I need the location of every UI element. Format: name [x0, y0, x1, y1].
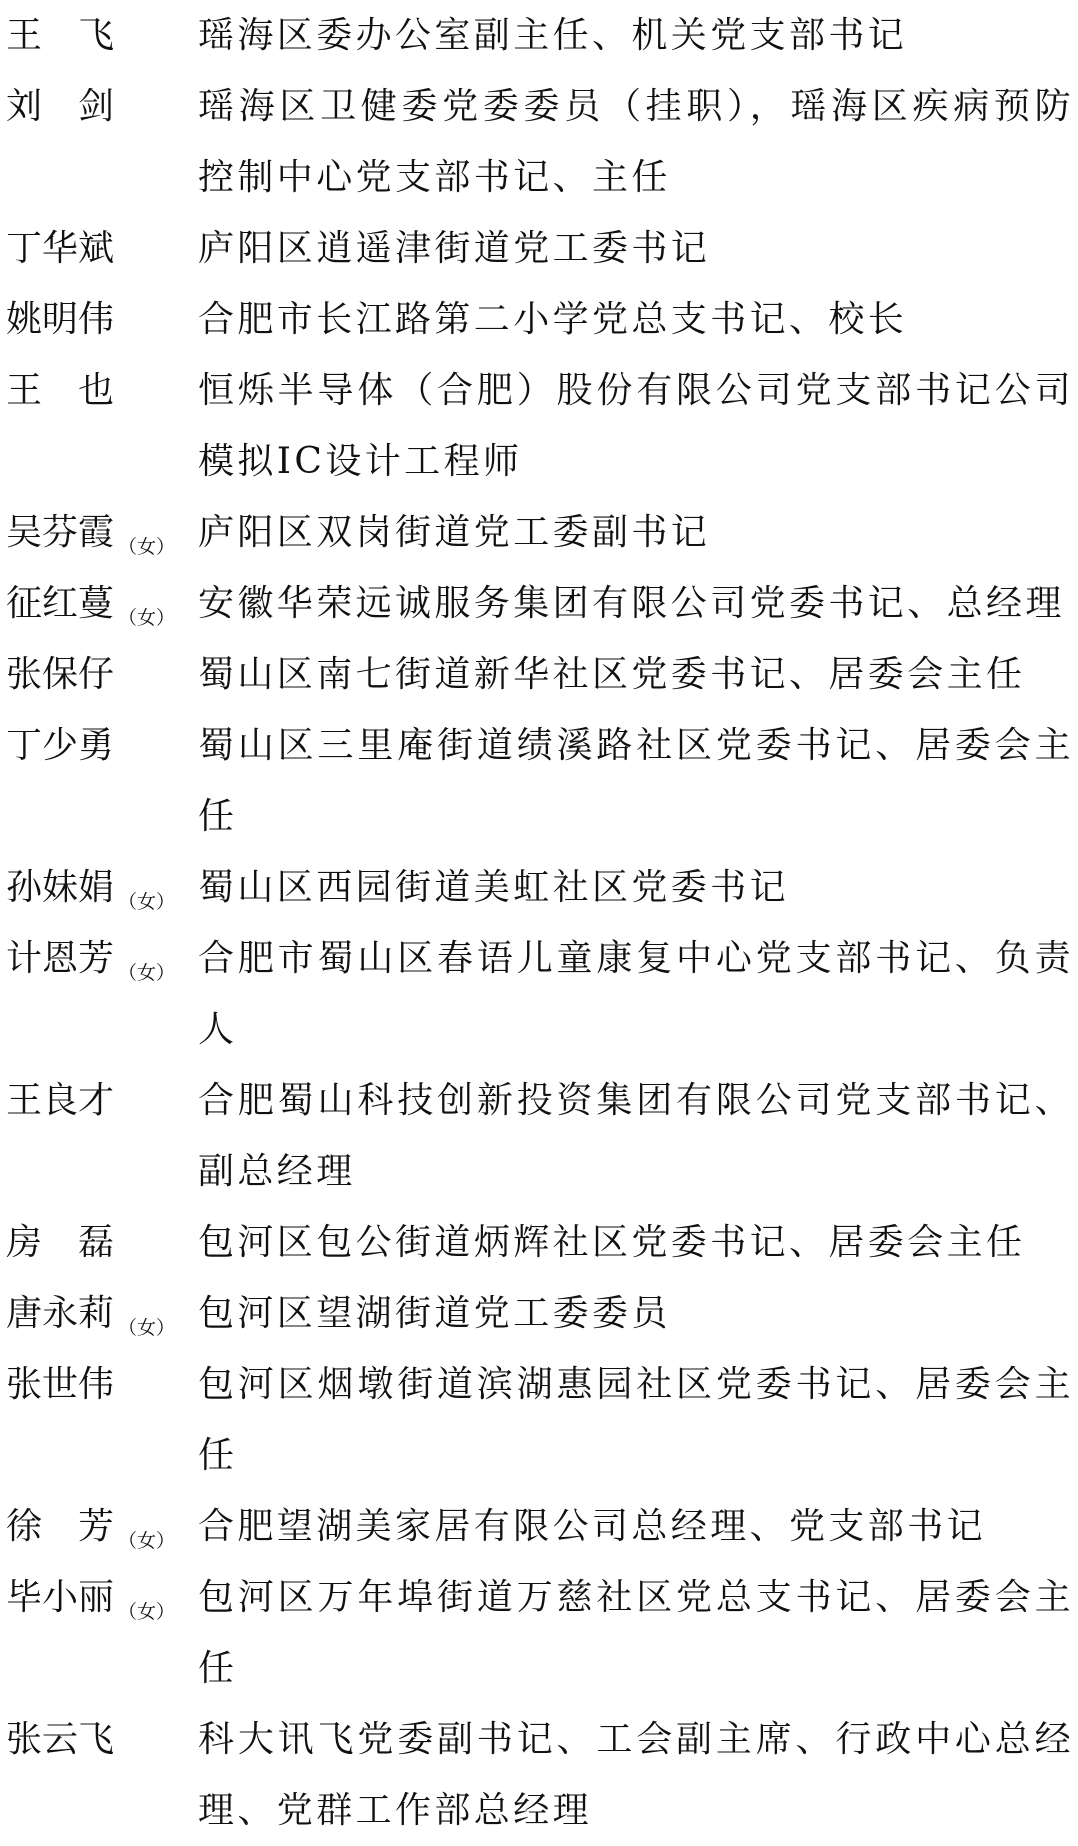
member-entry [0, 0, 1078, 71]
gender-mark: （女） [118, 962, 176, 984]
member-entry [0, 852, 1078, 923]
member-title: 庐阳区双岗街道党工委副书记 [198, 512, 711, 553]
member-entry [0, 639, 1078, 710]
member-name: 徐 芳 $_{(女)}$ [6, 1506, 176, 1552]
member-entry [0, 1491, 1078, 1562]
member-title: 科大讯飞党委副书记、工会副主席、行政中心总经理、党群工作部总经理 [198, 1719, 1074, 1831]
member-title: 瑶海区卫健委党委委员（挂职），瑶海区疾病预防控制中心党支部书记、主任 [198, 86, 1074, 198]
member-title: 合肥市蜀山区春语儿童康复中心党支部书记、负责人 [198, 938, 1074, 1050]
member-entry [0, 1065, 1078, 1207]
member-name: 张云飞 [6, 1719, 115, 1760]
member-entry [0, 355, 1078, 497]
member-name: 唐永莉 $_{(女)}$ [6, 1293, 176, 1339]
member-name: 丁少勇 [6, 725, 115, 766]
member-title: 合肥市长江路第二小学党总支书记、校长 [198, 299, 908, 340]
member-name: 房 磊 [6, 1222, 115, 1263]
member-name: 丁华斌 [6, 228, 115, 269]
member-name: 王良才 [6, 1080, 115, 1121]
member-entry [0, 710, 1078, 852]
member-name: 吴芬霞 $_{(女)}$ [6, 512, 176, 558]
member-title: 瑶海区委办公室副主任、机关党支部书记 [198, 15, 908, 56]
member-name: 毕小丽 $_{(女)}$ [6, 1577, 176, 1623]
member-title: 安徽华荣远诚服务集团有限公司党委书记、总经理 [198, 583, 1065, 624]
member-name: 张世伟 [6, 1364, 115, 1405]
member-name: 孙妹娟 $_{(女)}$ [6, 867, 176, 913]
member-name: 张保仔 [6, 654, 115, 695]
member-name: 王 飞 [6, 15, 115, 56]
member-entry [0, 1562, 1078, 1704]
member-title: 庐阳区逍遥津街道党工委书记 [198, 228, 711, 269]
member-title: 包河区烟墩街道滨湖惠园社区党委书记、居委会主任 [198, 1364, 1074, 1476]
member-entry [0, 497, 1078, 568]
member-name: 刘 剑 [6, 86, 115, 127]
member-entry [0, 284, 1078, 355]
member-title: 包河区包公街道炳辉社区党委书记、居委会主任 [198, 1222, 1026, 1263]
member-entry [0, 923, 1078, 1065]
member-name: 计恩芳 $_{(女)}$ [6, 938, 176, 984]
member-title: 包河区望湖街道党工委委员 [198, 1293, 671, 1334]
member-title: 蜀山区三里庵街道绩溪路社区党委书记、居委会主任 [198, 725, 1074, 837]
member-name: 征红蔓 $_{(女)}$ [6, 583, 176, 629]
member-entry [0, 1207, 1078, 1278]
member-name: 王 也 [6, 370, 115, 411]
member-entry [0, 1704, 1078, 1846]
member-entry [0, 71, 1078, 213]
member-title: 合肥望湖美家居有限公司总经理、党支部书记 [198, 1506, 987, 1547]
member-title: 蜀山区南七街道新华社区党委书记、居委会主任 [198, 654, 1026, 695]
gender-mark: （女） [118, 1601, 176, 1623]
member-entry [0, 1278, 1078, 1349]
member-entry [0, 1349, 1078, 1491]
member-entry [0, 568, 1078, 639]
gender-mark: （女） [118, 536, 176, 558]
member-entry [0, 213, 1078, 284]
gender-mark: （女） [118, 1530, 176, 1552]
member-name: 姚明伟 [6, 299, 115, 340]
member-title: 蜀山区西园街道美虹社区党委书记 [198, 867, 790, 908]
member-title: 包河区万年埠街道万慈社区党总支书记、居委会主任 [198, 1577, 1074, 1689]
member-title: 恒烁半导体（合肥）股份有限公司党支部书记公司模拟IC设计工程师 [198, 370, 1074, 482]
gender-mark: （女） [118, 607, 176, 629]
gender-mark: （女） [118, 1317, 176, 1339]
member-title: 合肥蜀山科技创新投资集团有限公司党支部书记、副总经理 [198, 1080, 1074, 1192]
gender-mark: （女） [118, 891, 176, 913]
